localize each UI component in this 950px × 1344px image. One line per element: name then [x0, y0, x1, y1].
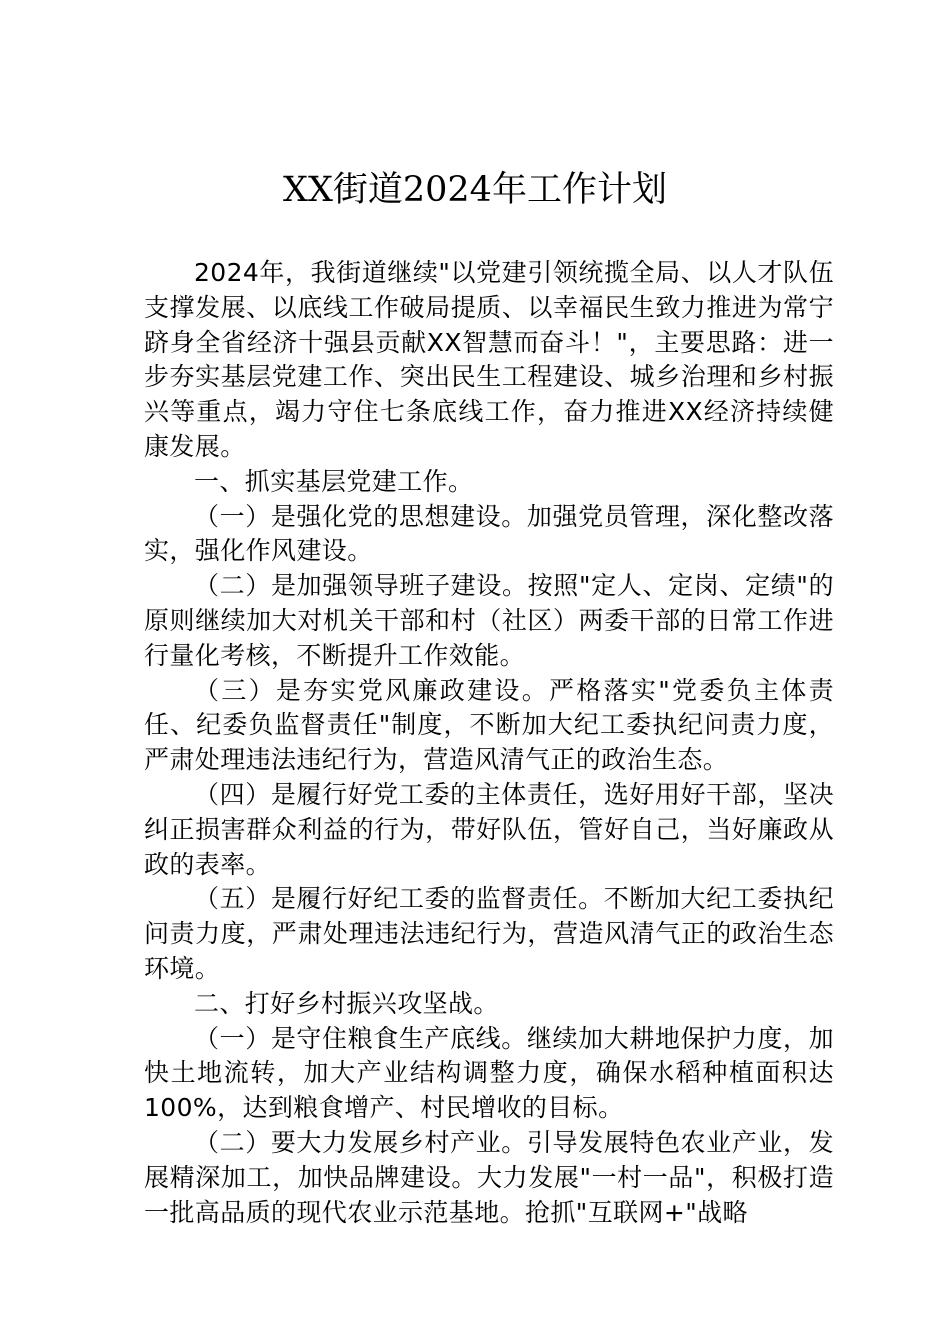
section-1-item-1: （一）是强化党的思想建设。加强党员管理，深化整改落实，强化作风建设。	[144, 501, 834, 566]
section-heading-1: 一、抓实基层党建工作。	[194, 466, 474, 496]
section-1-item-5: （五）是履行好纪工委的监督责任。不断加大纪工委执纪问责力度，严肃处理违法违纪行为，营造风清气正的政治生态环境。	[144, 884, 834, 983]
section-1-item-2: （二）是加强领导班子建设。按照"定人、定岗、定绩"的原则继续加大对机关干部和村（社区）两委干部的日常工作进行量化考核，不断提升工作效能。	[144, 571, 834, 670]
section-2-item-1: （一）是守住粮食生产底线。继续加大耕地保护力度，加快土地流转，加大产业结构调整力度，确保水稻种植面积达100%，达到粮食增产、村民增收的目标。	[144, 1023, 834, 1123]
section-2-item-2: （二）要大力发展乡村产业。引导发展特色农业产业，发展精深加工，加快品牌建设。大力发展"一村一品"，积极打造一批高品质的现代农业示范基地。抢抓"互联网+"战略	[144, 1127, 834, 1227]
section-heading-2: 二、打好乡村振兴攻坚战。	[194, 988, 499, 1018]
document-body	[144, 256, 834, 1230]
document-title: XX街道2024年工作计划	[283, 170, 667, 210]
section-1-item-4: （四）是履行好党工委的主体责任，选好用好干部，坚决纠正损害群众利益的行为，带好队伍，管好自己，当好廉政从政的表率。	[144, 779, 834, 879]
intro-paragraph: 2024年，我街道继续"以党建引领统揽全局、以人才队伍支撑发展、以底线工作破局提质、以幸福民生致力推进为常宁跻身全省经济十强县贡献XX智慧而奋斗！"，主要思路：进一步夯实基层党建工作、突出民生工程建设、城乡治理和乡村振兴等重点，竭力守住七条底线工作，奋力推进XX经济持续健康发展。	[144, 258, 834, 461]
section-1-item-3: （三）是夯实党风廉政建设。严格落实"党委负主体责任、纪委负监督责任"制度，不断加大纪工委执纪问责力度，严肃处理违法违纪行为，营造风清气正的政治生态。	[144, 675, 834, 775]
